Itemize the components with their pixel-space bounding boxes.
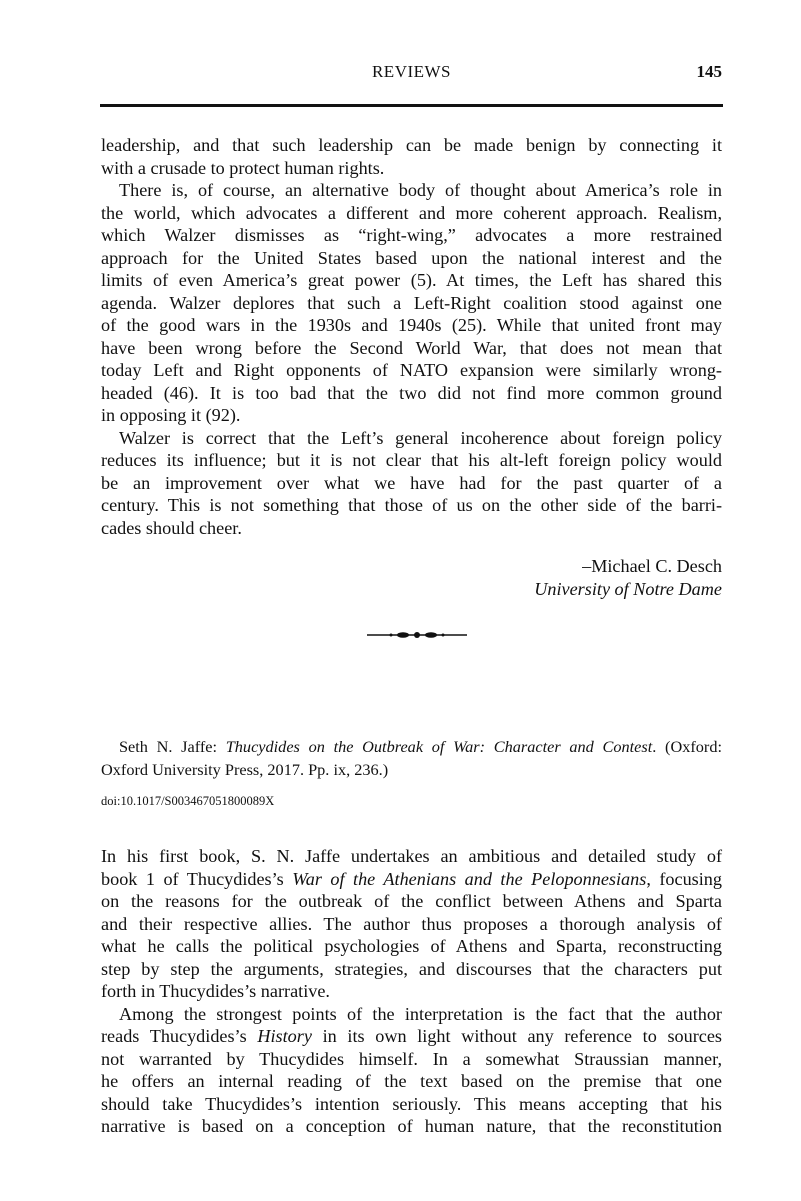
text-segment: forth in Thucydides’s narrative.	[101, 981, 330, 1001]
text-line	[101, 224, 722, 247]
italic-title: History	[257, 1026, 312, 1046]
text-segment: headed (46). It is too bad that the two did not find more common ground	[101, 382, 722, 403]
citation-publisher-start: . (Oxford:	[652, 737, 723, 756]
book-author: Seth N. Jaffe:	[119, 737, 226, 756]
text-segment: not warranted by Thucydides himself. In a somewhat Straussian manner,	[101, 1048, 722, 1069]
text-line	[101, 1070, 722, 1093]
running-header	[101, 62, 722, 86]
text-segment: today Left and Right opponents of NATO expansion were similarly wrong-	[101, 360, 722, 380]
italic-title: War of the Athenians and the Peloponnesians	[292, 868, 647, 889]
text-segment: have been wrong before the Second World War, that does not mean that	[101, 337, 722, 358]
text-segment: century. This is not something that those of us on the other side of the barri-	[101, 495, 722, 515]
text-line	[101, 1025, 722, 1048]
text-segment: leadership, and that such leadership can be made benign by connecting it	[101, 135, 722, 155]
text-segment: what he calls the political psychologies of Athens and Sparta, reconstructing	[101, 936, 722, 956]
text-line	[101, 980, 722, 1003]
text-line	[101, 157, 722, 180]
text-segment: , focusing	[646, 868, 722, 889]
text-segment: which Walzer dismisses as “right-wing,” advocates a more restrained	[101, 225, 722, 245]
text-line	[101, 247, 722, 270]
text-segment: reads Thucydides’s	[101, 1026, 258, 1046]
section-ornament-icon	[365, 628, 469, 642]
text-line	[101, 913, 722, 936]
book-title: Thucydides on the Outbreak of War: Character and Contest	[225, 737, 653, 756]
text-segment: the world, which advocates a different and more coherent approach. Realism,	[101, 202, 722, 223]
text-line	[101, 314, 722, 337]
text-segment: reduces its influence; but it is not clear that his alt-left foreign policy would	[101, 450, 722, 470]
paragraph	[101, 845, 722, 1003]
text-line	[101, 359, 722, 382]
text-segment: cades should cheer.	[101, 517, 242, 538]
text-line	[101, 1093, 722, 1116]
review1-body	[101, 134, 722, 539]
text-segment: of the good wars in the 1930s and 1940s (25). While that united front may	[101, 315, 722, 335]
header-rule	[100, 104, 723, 107]
text-segment: book 1 of Thucydides’s	[101, 868, 293, 889]
paragraph	[101, 134, 722, 179]
text-segment: on the reasons for the outbreak of the conflict between Athens and Sparta	[101, 891, 722, 911]
review1-affiliation: University of Notre Dame	[534, 579, 722, 599]
text-line	[101, 202, 722, 225]
text-line	[101, 890, 722, 913]
paragraph	[101, 1003, 722, 1138]
paragraph	[101, 179, 722, 427]
running-title: REVIEWS	[371, 62, 452, 81]
text-segment: limits of even America’s great power (5). At times, the Left has shared this	[101, 270, 722, 290]
text-line	[101, 1003, 722, 1026]
text-line	[101, 179, 722, 202]
text-line	[101, 1048, 722, 1071]
text-line	[101, 449, 722, 472]
review1-author: –Michael C. Desch	[582, 556, 722, 576]
text-line	[101, 472, 722, 495]
text-line	[101, 382, 722, 405]
text-segment: approach for the United States based upon the national interest and the	[101, 247, 722, 268]
text-line	[101, 337, 722, 360]
text-line	[101, 427, 722, 450]
text-line	[101, 958, 722, 981]
text-line	[101, 269, 722, 292]
text-segment: Walzer is correct that the Left’s general incoherence about foreign policy	[119, 427, 722, 448]
text-line	[101, 134, 722, 157]
text-segment: There is, of course, an alternative body of thought about America’s role in	[119, 180, 722, 200]
text-segment: in opposing it (92).	[101, 405, 241, 425]
review2-body	[101, 845, 722, 1138]
text-segment: Among the strongest points of the interpretation is the fact that the author	[119, 1003, 722, 1024]
text-segment: should take Thucydides’s intention seriously. This means accepting that his	[101, 1093, 722, 1114]
text-segment: In his first book, S. N. Jaffe undertakes an ambitious and detailed study of	[101, 846, 722, 866]
text-segment: be an improvement over what we have had for the past quarter of a	[101, 472, 722, 493]
text-line	[101, 404, 722, 427]
page-number: 145	[696, 62, 722, 81]
text-line	[101, 1115, 722, 1138]
doi-link[interactable]: doi:10.1017/S003467051800089X	[101, 794, 275, 808]
text-segment: narrative is based on a conception of human nature, that the reconstitution	[101, 1116, 722, 1136]
text-line	[101, 935, 722, 958]
text-line	[101, 292, 722, 315]
text-segment: in its own light without any reference to sources	[311, 1026, 723, 1046]
text-line	[101, 494, 722, 517]
text-line	[101, 868, 722, 891]
paragraph	[101, 427, 722, 540]
text-segment: step by step the arguments, strategies, and discourses that the characters put	[101, 958, 722, 979]
text-segment: he offers an internal reading of the text based on the premise that one	[101, 1071, 722, 1091]
text-segment: with a crusade to protect human rights.	[101, 157, 385, 178]
text-line	[101, 517, 722, 540]
text-segment: agenda. Walzer deplores that such a Left-Right coalition stood against one	[101, 292, 722, 313]
text-segment: and their respective allies. The author thus proposes a thorough analysis of	[101, 913, 722, 934]
citation-publisher: Oxford University Press, 2017. Pp. ix, 236.)	[101, 759, 389, 779]
book-citation	[101, 735, 722, 780]
text-line	[101, 845, 722, 868]
